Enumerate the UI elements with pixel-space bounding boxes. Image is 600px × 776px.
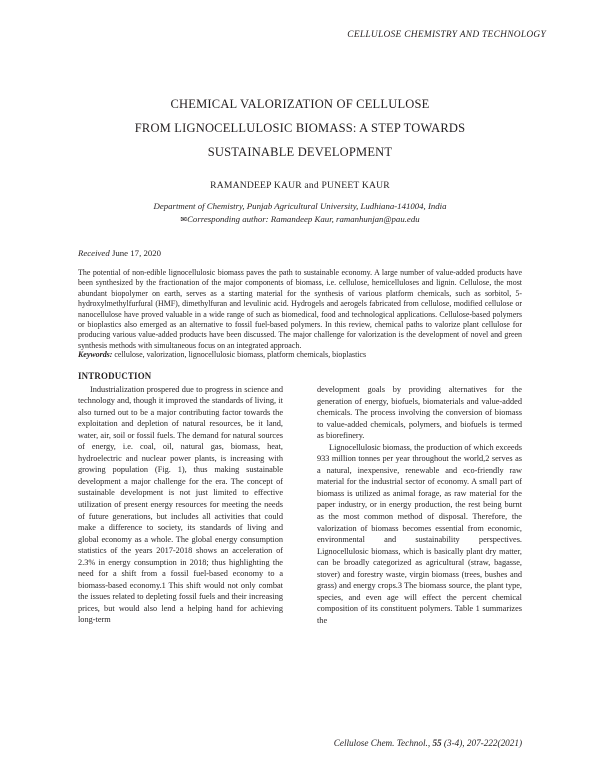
corresponding-text: Corresponding author: Ramandeep Kaur, ramanhunjan@pau.edu xyxy=(187,213,420,224)
right-column xyxy=(317,384,522,626)
paragraph: Industrialization prospered due to progress in science and technology and, though it improved the standards of living, it also turned out to be a major contributing factor towards the exploitation and depletion of natural resources, be it land, water, air, soil or fossil fuels. The demand for natural sources of energy, i.e. coal, oil, natural gas, biomass, heat, hydroelectric and nuclear power plants, is increasing with growing population (Fig. 1), thus making sustainable development a major challenge for the era. The concept of sustainable development is not just limited to effective utilization of present energy resources for meeting the needs of future generations, but includes all activities that could make a difference to society, its standards of living and global economy as a whole. The global energy consumption statistics of the years 2017-2018 shows an acceleration of 2.3% in energy consumption in 2018; thus highlighting the need for a shift from a fossil fuel-based economy to a biomass-based economy.1 This shift would not only combat the issues related to depleting fossil fuels and their increasing prices, but would also lend a helping hand for achieving long-term xyxy=(78,384,283,625)
paragraph: Lignocellulosic biomass, the production of which exceeds 933 million tonnes per year throughout the world,2 serves as a natural, inexpensive, renewable and eco-friendly raw material for the industrial sector of economy. A small part of biomass is utilized as animal forage, as raw material for the paper industry, or in energy production, the rest being burnt as the most common method of disposal. Therefore, the valorization of biomass becomes essential from economic, environmental and sustainability perspectives. Lignocellulosic biomass, which is basically plant dry matter, can be broadly categorized as agricultural (straw, bagasse, stover) and forestry waste, virgin biomass (trees, bushes and grass) and energy crops.3 The biomass source, the plant type, species, and even age will effect the percent chemical composition of its constituent polymers. Table 1 summarizes the xyxy=(317,442,522,625)
title-line: SUSTAINABLE DEVELOPMENT xyxy=(207,145,393,159)
paragraph: development goals by providing alternatives for the generation of energy, biofuels, biomaterials and value-added chemicals. The process involving the conversion of biomass to value-added chemicals, polymers, and biofuels is termed as biorefinery. xyxy=(317,385,522,441)
section-heading: INTRODUCTION xyxy=(78,371,152,381)
received-label: Received xyxy=(78,248,110,258)
footer-volume: 55 xyxy=(432,738,442,748)
abstract: The potential of non-edible lignocellulosic biomass paves the path to sustainable economy. A large number of value-added products have been synthesized by the fractionation of the major components of biomass, i.e. cellulose, hemicelluloses and lignin. Cellulose, the most abundant biopolymer on earth, serves as a starting material for the synthesis of various platform chemicals, such as sorbitol, 5-hydroxylmethylfurfural (HMF), dimethylfuran and levulinic acid. Hydrogels and aerogels fabricated from cellulose, modified cellulose or nanocellulose have proved valuable in a wide range of such as biomedical, food and technological applications. Cellulose-based polymers or bioplastics also emerged as an alternative to fossil fuel-based polymers. In this review, chemical paths to valorize plant cellulose for producing various value-added products have been discussed. The major challenge for valorization is the development of novel and green synthesis methods with simultaneous focus on an integrated approach. xyxy=(78,268,522,350)
keywords-list: cellulose, valorization, lignocellulosic biomass, platform chemicals, bioplastics xyxy=(114,350,367,359)
received-value: June 17, 2020 xyxy=(111,248,162,258)
corresponding-author xyxy=(0,213,600,227)
keywords xyxy=(78,350,522,360)
paper-title xyxy=(0,92,600,164)
affiliation: Department of Chemistry, Punjab Agricultural University, Ludhiana-141004, India xyxy=(153,201,447,211)
title-line: FROM LIGNOCELLULOSIC BIOMASS: A STEP TOWARDS xyxy=(134,121,466,135)
left-column xyxy=(78,371,283,626)
affiliation-block xyxy=(0,200,600,226)
received-date xyxy=(78,248,161,258)
journal-header: CELLULOSE CHEMISTRY AND TECHNOLOGY xyxy=(347,30,546,40)
footer-pages: (3-4), 207-222(2021) xyxy=(443,738,522,748)
journal-footer xyxy=(334,738,522,748)
title-line: CHEMICAL VALORIZATION OF CELLULOSE xyxy=(170,97,430,111)
keywords-label: Keywords: xyxy=(78,350,113,359)
authors: RAMANDEEP KAUR and PUNEET KAUR xyxy=(210,180,390,191)
footer-journal: Cellulose Chem. Technol., xyxy=(333,738,431,748)
envelope-icon: ✉ xyxy=(180,214,188,224)
